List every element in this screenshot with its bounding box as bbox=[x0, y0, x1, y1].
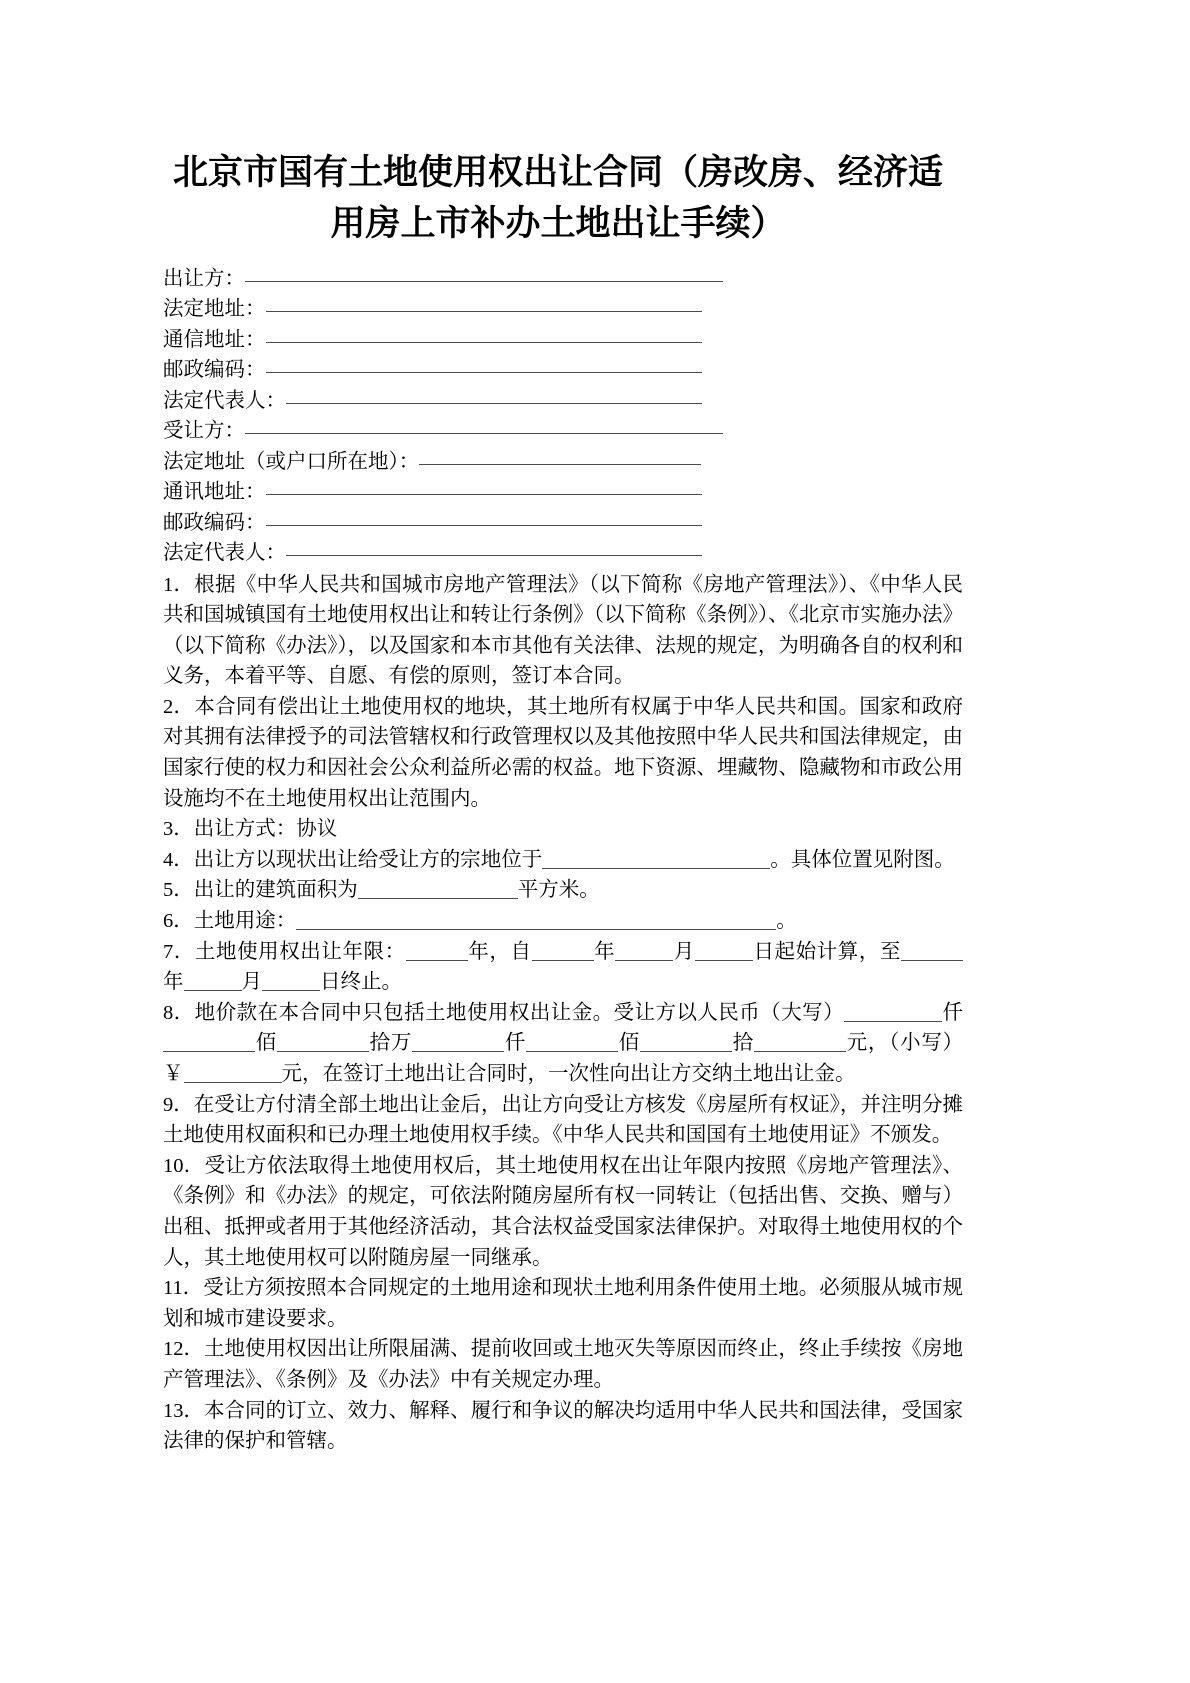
clause-7-text-h: 日终止。 bbox=[320, 971, 402, 994]
clause-7-blank-end-month[interactable] bbox=[184, 973, 242, 991]
clause-7-blank-end-year[interactable] bbox=[901, 943, 963, 961]
clause-8-text-i: 元， bbox=[281, 1063, 323, 1085]
clause-8-blank-shi-wan[interactable] bbox=[277, 1034, 369, 1052]
clause-7-text-f: 年 bbox=[163, 971, 184, 994]
clause-8-blank-bai-wan[interactable] bbox=[163, 1034, 255, 1052]
field-blank-transferee-mailing-address[interactable] bbox=[266, 494, 702, 495]
clause-8-unit-qian: 仟 bbox=[942, 1001, 964, 1024]
clause-5 bbox=[163, 875, 963, 906]
field-blank-transferee-legal-representative[interactable] bbox=[286, 555, 702, 556]
contract-clauses bbox=[163, 570, 963, 1457]
field-blank-legal-representative[interactable] bbox=[286, 403, 702, 404]
clause-6-blank-land-use[interactable] bbox=[296, 912, 776, 930]
clause-8-blank-qian-wan[interactable] bbox=[844, 1004, 942, 1022]
clause-7-text-a: 7．土地使用权出让年限： bbox=[163, 940, 406, 963]
field-blank-transferee[interactable] bbox=[245, 433, 723, 434]
clause-1: 1．根据《中华人民共和国城市房地产管理法》（以下简称《房地产管理法》）、《中华人民共和国城镇国有土地使用权出让和转让行条例》（以下简称《条例》）、《北京市实施办法》（以下简称《办法》），以及国家和本市其他有关法律、法规的规定，为明确各自的权利和义务，本着平等、自愿、有偿的原则，签订本合同。 bbox=[163, 573, 963, 688]
clause-8-blank-bai[interactable] bbox=[526, 1034, 618, 1052]
clause-5-text-b: 平方米。 bbox=[517, 879, 600, 902]
field-label-transferor: 出让方： bbox=[163, 267, 245, 290]
field-blank-transferor[interactable] bbox=[245, 281, 723, 282]
clause-6-text-b: 。 bbox=[776, 910, 797, 933]
clause-8-blank-yuan[interactable] bbox=[754, 1034, 846, 1052]
clause-7-text-b: 年，自 bbox=[467, 940, 532, 963]
clause-8-text-a: 8．地价款在本合同中只包括土地使用权出让金。受让方以人民币（大写） bbox=[163, 1001, 845, 1024]
clause-13: 13．本合同的订立、效力、解释、履行和争议的解决均适用中华人民共和国法律，受国家法律的保护和管辖。 bbox=[163, 1399, 963, 1453]
field-label-transferee-legal-representative: 法定代表人： bbox=[163, 542, 286, 564]
clause-7-blank-end-day[interactable] bbox=[262, 973, 320, 991]
document-content bbox=[163, 0, 963, 1457]
clause-8-text-j: 在签订土地出让合同时，一次性向出让方交纳土地出让金。 bbox=[322, 1063, 856, 1085]
clause-7-blank-term-years[interactable] bbox=[406, 943, 468, 961]
field-blank-mailing-address[interactable] bbox=[266, 342, 702, 343]
clause-8-unit-qian-2: 仟 bbox=[504, 1032, 527, 1055]
clause-7-blank-start-year[interactable] bbox=[532, 943, 594, 961]
clause-7-text-g: 月 bbox=[241, 971, 262, 994]
field-row-transferee-legal-address bbox=[163, 447, 963, 478]
clause-3: 3．出让方式：协议 bbox=[163, 818, 338, 841]
field-label-transferee-legal-address: 法定地址（或户口所在地）： bbox=[163, 450, 420, 473]
field-blank-postal-code[interactable] bbox=[266, 372, 702, 373]
field-label-postal-code: 邮政编码： bbox=[163, 359, 266, 381]
field-row-legal-address bbox=[163, 294, 963, 325]
clause-2: 2．本合同有偿出让土地使用权的地块，其土地所有权属于中华人民共和国。国家和政府对其拥有法律授予的司法管辖权和行政管理权以及其他按照中华人民共和国法律规定，由国家行使的权力和因社会公众利益所必需的权益。地下资源、埋藏物、隐藏物和市政公用设施均不在土地使用权出让范围内。 bbox=[163, 695, 963, 810]
field-row-transferee-postal-code bbox=[163, 508, 963, 539]
clause-8-blank-qian[interactable] bbox=[412, 1034, 504, 1052]
field-label-mailing-address: 通信地址： bbox=[163, 328, 266, 351]
clause-6-text-a: 6．土地用途： bbox=[163, 910, 297, 933]
clause-7-text-d: 月 bbox=[673, 940, 695, 963]
clause-6 bbox=[163, 906, 963, 937]
clause-12: 12．土地使用权因出让所限届满、提前收回或土地灭失等原因而终止，终止手续按《房地产管理法》、《条例》及《办法》中有关规定办理。 bbox=[163, 1338, 963, 1391]
party-information-fields bbox=[163, 264, 963, 569]
field-label-transferee-mailing-address: 通讯地址： bbox=[163, 481, 266, 503]
clause-7 bbox=[163, 937, 963, 998]
clause-8-text-h: 元，（小写）￥ bbox=[163, 1032, 964, 1085]
field-blank-transferee-postal-code[interactable] bbox=[266, 525, 702, 526]
field-label-legal-representative: 法定代表人： bbox=[163, 389, 286, 412]
clause-7-blank-start-day[interactable] bbox=[695, 943, 753, 961]
field-row-transferee-legal-representative bbox=[163, 538, 963, 569]
clause-7-blank-start-month[interactable] bbox=[615, 943, 673, 961]
clause-11: 11．受让方须按照本合同规定的土地用途和现状土地利用条件使用土地。必须服从城市规划和城市建设要求。 bbox=[163, 1277, 963, 1330]
field-label-transferee-postal-code: 邮政编码： bbox=[163, 511, 266, 534]
field-row-mailing-address bbox=[163, 325, 963, 356]
page-title: 北京市国有土地使用权出让合同（房改房、经济适用房上市补办土地出让手续） bbox=[172, 152, 943, 244]
clause-4 bbox=[163, 845, 963, 876]
field-blank-legal-address[interactable] bbox=[266, 311, 702, 312]
clause-7-text-c: 年 bbox=[593, 940, 616, 963]
field-row-transferor bbox=[163, 264, 963, 295]
field-row-legal-representative bbox=[163, 386, 963, 417]
clause-10: 10．受让方依法取得土地使用权后，其土地使用权在出让年限内按照《房地产管理法》、《条例》和《办法》的规定，可依法附随房屋所有权一同转让（包括出售、交换、赠与）出租、抵押或者用于其他经济活动，其合法权益受国家法律保护。对取得土地使用权的个人，其土地使用权可以附随房屋一同继承。 bbox=[163, 1154, 963, 1269]
clause-7-text-e: 日起始计算，至 bbox=[752, 940, 902, 963]
clause-9: 9．在受让方付清全部土地出让金后，出让方向受让方核发《房屋所有权证》，并注明分摊土地使用权面积和已办理土地使用权手续。《中华人民共和国国有土地使用证》不颁发。 bbox=[163, 1093, 963, 1147]
clause-8 bbox=[163, 998, 963, 1090]
clause-8-unit-bai-2: 佰 bbox=[618, 1032, 641, 1055]
clause-8-unit-shi: 拾 bbox=[732, 1032, 754, 1055]
clause-8-unit-shiwan: 拾万 bbox=[368, 1032, 413, 1055]
clause-8-unit-bai: 佰 bbox=[255, 1032, 277, 1055]
field-row-transferee bbox=[163, 416, 963, 447]
field-row-transferee-mailing-address bbox=[163, 477, 963, 508]
clause-8-blank-shi[interactable] bbox=[640, 1034, 732, 1052]
clause-4-text-a: 4．出让方以现状出让给受让方的宗地位于 bbox=[163, 848, 543, 871]
field-blank-transferee-legal-address[interactable] bbox=[419, 464, 701, 465]
field-label-transferee: 受让方： bbox=[163, 420, 245, 442]
clause-8-blank-amount-numeric[interactable] bbox=[184, 1065, 282, 1083]
clause-5-blank-building-area[interactable] bbox=[358, 881, 518, 899]
clause-5-text-a: 5．出让的建筑面积为 bbox=[163, 879, 358, 902]
field-label-legal-address: 法定地址： bbox=[163, 298, 266, 320]
clause-4-text-b: 。具体位置见附图。 bbox=[770, 848, 955, 871]
clause-4-blank-parcel-location[interactable] bbox=[542, 851, 770, 869]
field-row-postal-code bbox=[163, 355, 963, 386]
